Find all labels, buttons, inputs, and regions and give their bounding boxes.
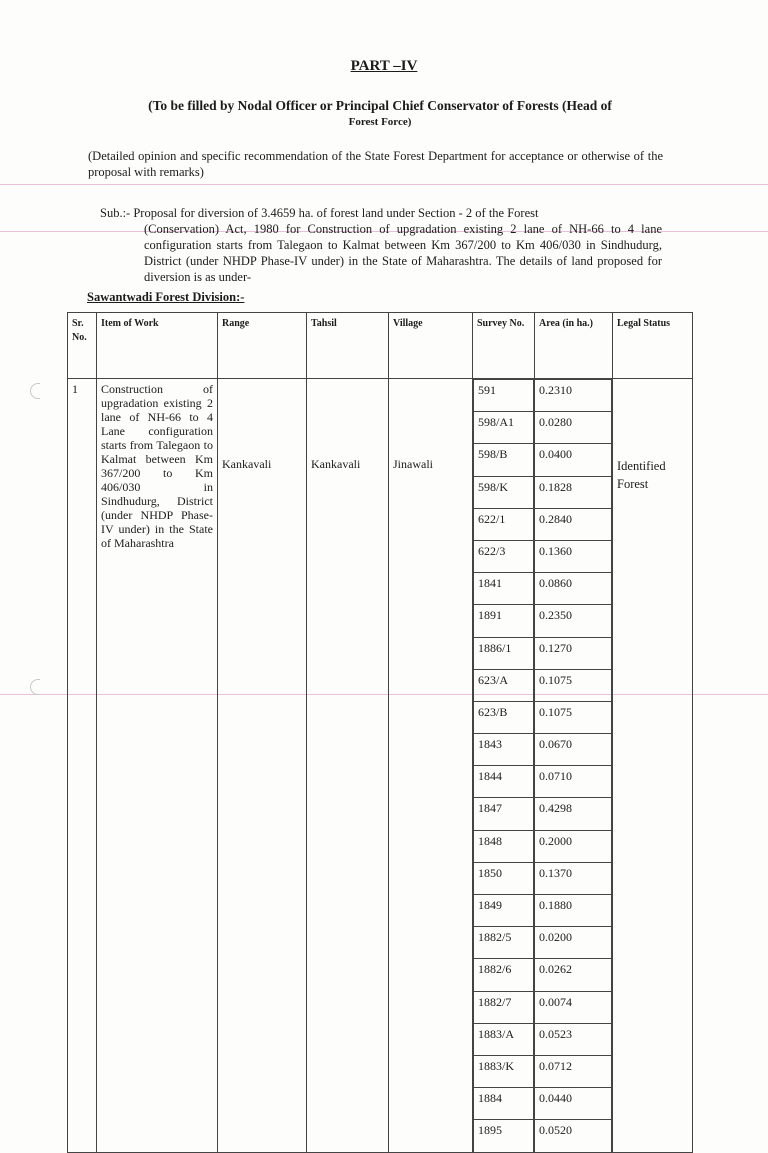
cell-sr-no: 1 — [68, 379, 97, 1153]
survey-number: 622/3 — [474, 540, 534, 572]
survey-row — [474, 830, 534, 862]
punch-hole-mark — [30, 383, 40, 399]
area-row — [535, 830, 612, 862]
area-value: 0.0670 — [535, 734, 612, 766]
survey-row — [474, 573, 534, 605]
area-row — [535, 380, 612, 412]
area-value: 0.0860 — [535, 573, 612, 605]
survey-number: 1847 — [474, 798, 534, 830]
survey-number: 1843 — [474, 734, 534, 766]
cell-village: Jinawali — [389, 379, 473, 1153]
area-row — [535, 573, 612, 605]
area-row — [535, 476, 612, 508]
survey-row — [474, 508, 534, 540]
area-row — [535, 766, 612, 798]
area-row — [535, 1120, 612, 1152]
subtitle-line-1: (To be filled by Nodal Officer or Principal Chief Conservator of Forests (Head of — [148, 98, 612, 113]
ruled-line — [0, 184, 768, 185]
survey-row — [474, 991, 534, 1023]
cell-legal-status: Identified Forest — [613, 379, 693, 1153]
area-value: 0.2840 — [535, 508, 612, 540]
area-row — [535, 1055, 612, 1087]
area-value: 0.1880 — [535, 895, 612, 927]
survey-number: 1844 — [474, 766, 534, 798]
area-value-list — [535, 379, 612, 1152]
survey-number: 1882/7 — [474, 991, 534, 1023]
survey-row — [474, 766, 534, 798]
survey-row — [474, 380, 534, 412]
area-row — [535, 798, 612, 830]
form-subtitle — [80, 98, 680, 130]
area-value: 0.1075 — [535, 701, 612, 733]
area-row — [535, 412, 612, 444]
area-value: 0.0523 — [535, 1023, 612, 1055]
survey-number: 598/K — [474, 476, 534, 508]
area-value: 0.1828 — [535, 476, 612, 508]
area-value: 0.2310 — [535, 380, 612, 412]
area-row — [535, 1088, 612, 1120]
area-row — [535, 1023, 612, 1055]
header-legal-status: Legal Status — [613, 313, 693, 379]
header-survey-no: Survey No. — [473, 313, 535, 379]
header-area: Area (in ha.) — [535, 313, 613, 379]
cell-tahsil: Kankavali — [307, 379, 389, 1153]
survey-row — [474, 1088, 534, 1120]
cell-item-of-work: Construction of upgradation existing 2 lane of NH-66 to 4 Lane configuration starts from Talegaon to Kalmat between Km 367/200 to Km 406/030 in Sindhudurg, District (under NHDP Phase-IV under) in the State of Maharashtra — [97, 379, 218, 1153]
subject-body: (Conservation) Act, 1980 for Construction of upgradation existing 2 lane of NH-66 to 4 lane configuration starts from Talegaon to Kalmat between Km 367/200 to Km 406/030 in Sindhudurg, District (under NHDP Phase-IV under) in the State of Maharashtra. The details of land proposed for diversion is as under- — [144, 222, 662, 284]
survey-row — [474, 637, 534, 669]
area-row — [535, 669, 612, 701]
area-row — [535, 701, 612, 733]
subject-paragraph — [100, 205, 662, 285]
survey-number: 598/A1 — [474, 412, 534, 444]
subtitle-line-2: Forest Force) — [348, 116, 412, 128]
area-value: 0.2000 — [535, 830, 612, 862]
area-value: 0.0710 — [535, 766, 612, 798]
area-row — [535, 895, 612, 927]
header-village: Village — [389, 313, 473, 379]
survey-number: 1884 — [474, 1088, 534, 1120]
survey-number: 598/B — [474, 444, 534, 476]
area-row — [535, 605, 612, 637]
survey-row — [474, 862, 534, 894]
survey-number: 591 — [474, 380, 534, 412]
survey-number: 1849 — [474, 895, 534, 927]
survey-row — [474, 605, 534, 637]
area-row — [535, 444, 612, 476]
survey-row — [474, 895, 534, 927]
area-value: 0.0280 — [535, 412, 612, 444]
survey-row — [474, 701, 534, 733]
table-header-row — [68, 313, 693, 379]
cell-range: Kankavali — [218, 379, 307, 1153]
area-row — [535, 734, 612, 766]
survey-number: 1883/A — [474, 1023, 534, 1055]
land-details-table — [67, 312, 693, 1153]
survey-row — [474, 669, 534, 701]
survey-number: 1886/1 — [474, 637, 534, 669]
survey-row — [474, 1120, 534, 1152]
survey-number-list — [473, 379, 534, 1152]
survey-row — [474, 798, 534, 830]
survey-number: 1883/K — [474, 1055, 534, 1087]
cell-area-list — [535, 379, 613, 1153]
area-value: 0.0712 — [535, 1055, 612, 1087]
survey-row — [474, 444, 534, 476]
area-value: 0.1075 — [535, 669, 612, 701]
area-value: 0.1270 — [535, 637, 612, 669]
subject-head: Sub.:- Proposal for diversion of 3.4659 ha. of forest land under Section - 2 of the Forest — [100, 206, 539, 220]
division-heading: Sawantwadi Forest Division:- — [87, 290, 245, 304]
survey-row — [474, 1055, 534, 1087]
header-range: Range — [218, 313, 307, 379]
detail-instruction: (Detailed opinion and specific recommendation of the State Forest Department for acceptance or otherwise of the proposal with remarks) — [88, 149, 663, 179]
area-row — [535, 862, 612, 894]
survey-number: 1882/5 — [474, 927, 534, 959]
survey-number: 1891 — [474, 605, 534, 637]
survey-number: 1841 — [474, 573, 534, 605]
survey-row — [474, 476, 534, 508]
area-row — [535, 637, 612, 669]
survey-number: 1882/6 — [474, 959, 534, 991]
area-value: 0.0262 — [535, 959, 612, 991]
area-value: 0.1360 — [535, 540, 612, 572]
area-value: 0.0520 — [535, 1120, 612, 1152]
survey-row — [474, 959, 534, 991]
area-value: 0.4298 — [535, 798, 612, 830]
area-row — [535, 508, 612, 540]
page-title: PART –IV — [350, 58, 418, 74]
survey-number: 1850 — [474, 862, 534, 894]
area-value: 0.0440 — [535, 1088, 612, 1120]
survey-number: 1848 — [474, 830, 534, 862]
survey-row — [474, 540, 534, 572]
area-row — [535, 927, 612, 959]
area-value: 0.0400 — [535, 444, 612, 476]
area-value: 0.0200 — [535, 927, 612, 959]
header-sr-no: Sr. No. — [68, 313, 97, 379]
area-row — [535, 540, 612, 572]
table-row — [68, 379, 693, 1153]
survey-row — [474, 734, 534, 766]
area-value: 0.2350 — [535, 605, 612, 637]
survey-number: 1895 — [474, 1120, 534, 1152]
header-item-of-work: Item of Work — [97, 313, 218, 379]
survey-number: 622/1 — [474, 508, 534, 540]
survey-row — [474, 412, 534, 444]
cell-survey-list — [473, 379, 535, 1153]
area-row — [535, 991, 612, 1023]
survey-row — [474, 927, 534, 959]
survey-row — [474, 1023, 534, 1055]
punch-hole-mark — [30, 679, 40, 695]
area-value: 0.0074 — [535, 991, 612, 1023]
area-value: 0.1370 — [535, 862, 612, 894]
header-tahsil: Tahsil — [307, 313, 389, 379]
area-row — [535, 959, 612, 991]
survey-number: 623/A — [474, 669, 534, 701]
survey-number: 623/B — [474, 701, 534, 733]
